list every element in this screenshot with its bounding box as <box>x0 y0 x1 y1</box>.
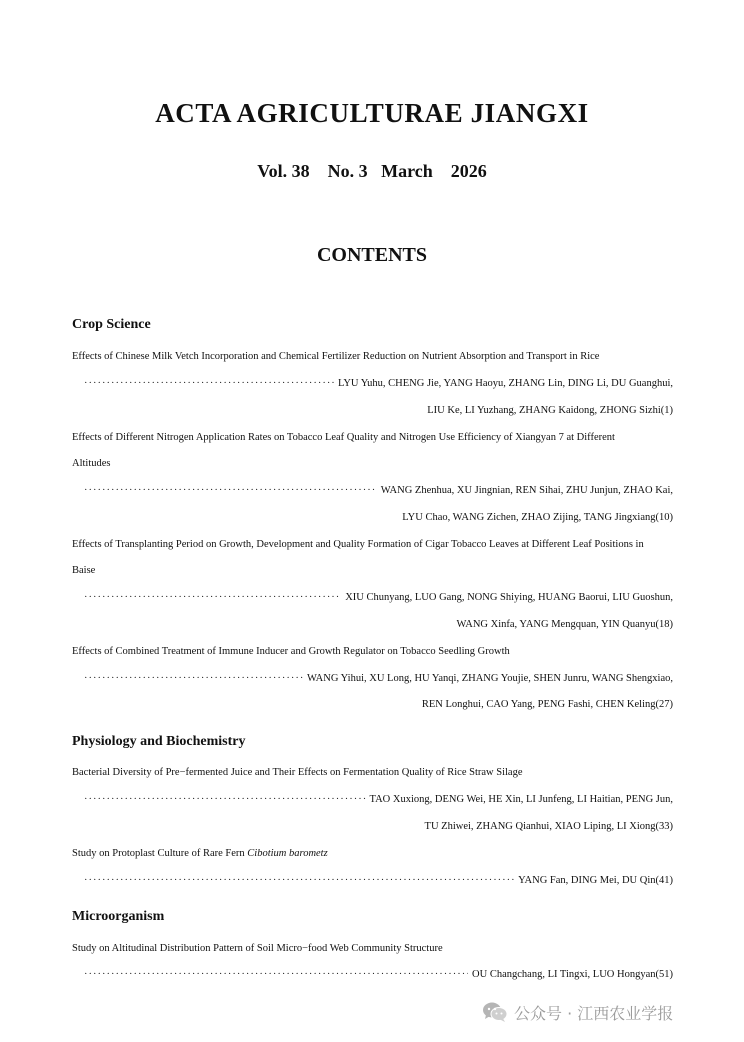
page-number: (27) <box>655 699 673 710</box>
article-authors <box>84 794 673 805</box>
author-names: XIU Chunyang, LUO Gang, NONG Shiying, HUANG Baorui, LIU Guoshun, <box>345 592 673 603</box>
article-title: Effects of Transplanting Period on Growth, Development and Quality Formation of Cigar Tobacco Leaves at Different Leaf Positions in <box>72 539 644 550</box>
contents-heading: CONTENTS <box>316 244 428 266</box>
author-names: TU Zhiwei, ZHANG Qianhui, XIAO Liping, LI Xiong <box>424 821 656 832</box>
article-title-cont: Baise <box>72 565 96 576</box>
wechat-icon <box>482 1001 508 1023</box>
author-names: LIU Ke, LI Yuzhang, ZHANG Kaidong, ZHONG Sizhi <box>427 405 661 416</box>
page-number: (1) <box>660 405 673 416</box>
dot-leader <box>84 673 303 684</box>
article-authors <box>84 592 673 603</box>
article-authors-cont <box>402 512 673 523</box>
page-number: (41) <box>655 875 673 886</box>
article-title-cont: Altitudes <box>72 458 111 469</box>
journal-title: ACTA AGRICULTURAE JIANGXI <box>155 98 589 128</box>
article-authors <box>84 875 673 886</box>
page-number: (18) <box>655 619 673 630</box>
watermark <box>482 1000 673 1024</box>
article-authors <box>84 673 673 684</box>
article-authors-cont <box>427 405 673 416</box>
page-number: (51) <box>655 969 673 980</box>
watermark-text: 公众号 · 江西农业学报 <box>514 1003 674 1023</box>
page-number: (10) <box>655 512 673 523</box>
author-names <box>518 875 673 886</box>
article-authors-cont <box>422 699 673 710</box>
author-names: TAO Xuxiong, DENG Wei, HE Xin, LI Junfeng, LI Haitian, PENG Jun, <box>369 794 673 805</box>
author-names: WANG Xinfa, YANG Mengquan, YIN Quanyu <box>456 619 656 630</box>
article-title: Study on Altitudinal Distribution Pattern of Soil Micro−food Web Community Structure <box>72 943 443 954</box>
article-title: Effects of Different Nitrogen Application Rates on Tobacco Leaf Quality and Nitrogen Use Efficiency of Xiangyan 7 at Different <box>72 432 615 443</box>
author-names: LYU Chao, WANG Zichen, ZHAO Zijing, TANG Jingxiang <box>402 512 656 523</box>
article-authors <box>84 485 673 496</box>
author-names: WANG Yihui, XU Long, HU Yanqi, ZHANG Youjie, SHEN Junru, WANG Shengxiao, <box>306 673 673 684</box>
species-name: Cibotium barometz <box>247 848 328 859</box>
dot-leader <box>84 794 366 805</box>
dot-leader <box>84 378 334 389</box>
section-heading: Physiology and Biochemistry <box>72 734 246 749</box>
author-names: WANG Zhenhua, XU Jingnian, REN Sihai, ZHU Junjun, ZHAO Kai, <box>380 485 673 496</box>
article-title: Effects of Chinese Milk Vetch Incorporation and Chemical Fertilizer Reduction on Nutrient Absorption and Transport in Rice <box>72 351 600 362</box>
section-heading: Microorganism <box>72 909 165 924</box>
dot-leader <box>84 592 341 603</box>
article-title: Bacterial Diversity of Pre−fermented Juice and Their Effects on Fermentation Quality of Rice Straw Silage <box>72 767 523 778</box>
issue-info: Vol. 38 No. 3 March 2026 <box>257 161 487 181</box>
dot-leader <box>84 485 377 496</box>
article-title <box>72 848 328 859</box>
dot-leader <box>84 875 514 886</box>
article-authors <box>84 969 673 980</box>
author-names: LYU Yuhu, CHENG Jie, YANG Haoyu, ZHANG Lin, DING Li, DU Guanghui, <box>337 378 673 389</box>
article-authors-cont <box>425 821 673 832</box>
author-names-text: YANG Fan, DING Mei, DU Qin <box>518 875 656 886</box>
author-names <box>472 969 673 980</box>
article-authors-cont <box>457 619 673 630</box>
article-authors <box>84 378 673 389</box>
article-title-text: Study on Protoplast Culture of Rare Fern <box>72 848 248 859</box>
author-names: REN Longhui, CAO Yang, PENG Fashi, CHEN Keling <box>421 699 656 710</box>
page-number: (33) <box>655 821 673 832</box>
section-heading: Crop Science <box>72 317 151 332</box>
article-title: Effects of Combined Treatment of Immune Inducer and Growth Regulator on Tobacco Seedling Growth <box>72 646 510 657</box>
author-names-text: OU Changchang, LI Tingxi, LUO Hongyan <box>472 969 656 980</box>
dot-leader <box>84 969 468 980</box>
